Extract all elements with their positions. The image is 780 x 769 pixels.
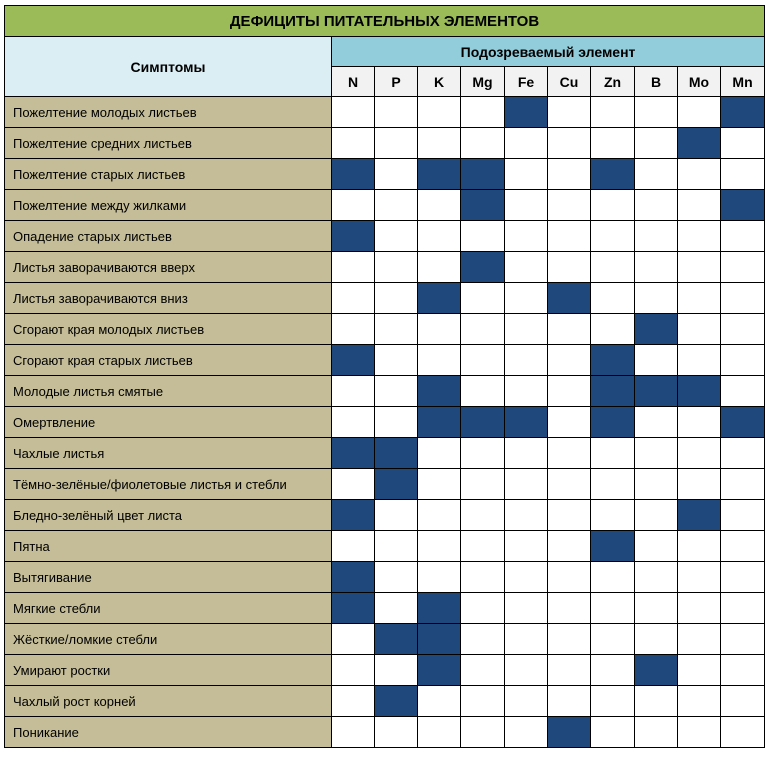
empty-cell-fe [505,252,548,283]
symptom-label: Умирают ростки [5,655,332,686]
element-header-b: B [635,67,678,97]
empty-cell-zn [591,500,635,531]
empty-cell-b [635,686,678,717]
empty-cell-fe [505,438,548,469]
empty-cell-mo [678,624,721,655]
table-row [5,252,765,283]
empty-cell-zn [591,717,635,748]
marked-cell-n [332,159,375,190]
table-row [5,345,765,376]
empty-cell-k [418,686,461,717]
empty-cell-b [635,717,678,748]
table-row [5,190,765,221]
empty-cell-zn [591,593,635,624]
empty-cell-cu [548,252,591,283]
marked-cell-mn [721,97,765,128]
marked-cell-zn [591,376,635,407]
empty-cell-mo [678,593,721,624]
empty-cell-cu [548,345,591,376]
symptom-label: Мягкие стебли [5,593,332,624]
empty-cell-b [635,252,678,283]
empty-cell-zn [591,252,635,283]
empty-cell-mn [721,159,765,190]
empty-cell-fe [505,593,548,624]
symptom-label: Пятна [5,531,332,562]
table-row [5,407,765,438]
empty-cell-cu [548,376,591,407]
empty-cell-zn [591,190,635,221]
empty-cell-cu [548,97,591,128]
empty-cell-mo [678,221,721,252]
element-header-k: K [418,67,461,97]
empty-cell-k [418,252,461,283]
empty-cell-n [332,128,375,159]
empty-cell-p [375,407,418,438]
empty-cell-p [375,190,418,221]
table-row [5,624,765,655]
empty-cell-fe [505,190,548,221]
empty-cell-mo [678,407,721,438]
empty-cell-p [375,314,418,345]
empty-cell-cu [548,221,591,252]
empty-cell-mo [678,314,721,345]
empty-cell-mg [461,128,505,159]
empty-cell-p [375,717,418,748]
symptom-label: Чахлые листья [5,438,332,469]
marked-cell-b [635,376,678,407]
empty-cell-fe [505,717,548,748]
symptom-label: Бледно-зелёный цвет листа [5,500,332,531]
symptom-label: Пожелтение между жилками [5,190,332,221]
empty-cell-mn [721,717,765,748]
empty-cell-cu [548,531,591,562]
table-row [5,314,765,345]
empty-cell-cu [548,655,591,686]
marked-cell-p [375,438,418,469]
symptom-label: Вытягивание [5,562,332,593]
empty-cell-mg [461,624,505,655]
empty-cell-n [332,624,375,655]
empty-cell-zn [591,438,635,469]
empty-cell-n [332,717,375,748]
table-row [5,655,765,686]
marked-cell-mo [678,500,721,531]
marked-cell-zn [591,159,635,190]
table-row [5,283,765,314]
empty-cell-mo [678,686,721,717]
marked-cell-mg [461,190,505,221]
marked-cell-k [418,624,461,655]
empty-cell-k [418,128,461,159]
table-row [5,593,765,624]
element-header-mg: Mg [461,67,505,97]
element-header-zn: Zn [591,67,635,97]
empty-cell-k [418,221,461,252]
marked-cell-zn [591,345,635,376]
marked-cell-mo [678,128,721,159]
empty-cell-zn [591,97,635,128]
empty-cell-b [635,438,678,469]
empty-cell-mo [678,438,721,469]
suspected-element-header: Подозреваемый элемент [332,37,765,67]
marked-cell-b [635,655,678,686]
empty-cell-b [635,407,678,438]
empty-cell-zn [591,314,635,345]
empty-cell-mn [721,438,765,469]
empty-cell-fe [505,376,548,407]
table-body [5,97,765,748]
table-row [5,438,765,469]
table-row [5,531,765,562]
marked-cell-zn [591,407,635,438]
symptom-label: Опадение старых листьев [5,221,332,252]
table-row [5,376,765,407]
marked-cell-mn [721,407,765,438]
empty-cell-mo [678,562,721,593]
marked-cell-p [375,624,418,655]
empty-cell-fe [505,562,548,593]
symptom-label: Молодые листья смятые [5,376,332,407]
table-row [5,686,765,717]
empty-cell-k [418,190,461,221]
marked-cell-k [418,407,461,438]
empty-cell-cu [548,190,591,221]
empty-cell-mo [678,469,721,500]
empty-cell-mg [461,345,505,376]
marked-cell-k [418,655,461,686]
table-row [5,562,765,593]
symptom-label: Пожелтение молодых листьев [5,97,332,128]
table-row [5,500,765,531]
element-header-p: P [375,67,418,97]
marked-cell-k [418,376,461,407]
marked-cell-k [418,159,461,190]
empty-cell-fe [505,128,548,159]
empty-cell-mg [461,469,505,500]
empty-cell-n [332,283,375,314]
marked-cell-n [332,593,375,624]
symptom-label: Сгорают края молодых листьев [5,314,332,345]
marked-cell-mg [461,407,505,438]
symptom-label: Поникание [5,717,332,748]
empty-cell-b [635,624,678,655]
empty-cell-p [375,159,418,190]
empty-cell-mo [678,97,721,128]
table-row [5,128,765,159]
empty-cell-p [375,562,418,593]
empty-cell-b [635,283,678,314]
marked-cell-cu [548,717,591,748]
empty-cell-mg [461,686,505,717]
empty-cell-mg [461,717,505,748]
empty-cell-mn [721,686,765,717]
empty-cell-mg [461,97,505,128]
empty-cell-p [375,376,418,407]
empty-cell-fe [505,469,548,500]
table-row [5,97,765,128]
empty-cell-p [375,531,418,562]
empty-cell-zn [591,624,635,655]
empty-cell-b [635,562,678,593]
empty-cell-k [418,500,461,531]
empty-cell-n [332,252,375,283]
symptom-label: Чахлый рост корней [5,686,332,717]
marked-cell-cu [548,283,591,314]
empty-cell-mg [461,500,505,531]
marked-cell-n [332,345,375,376]
element-header-fe: Fe [505,67,548,97]
empty-cell-fe [505,221,548,252]
symptom-label: Пожелтение средних листьев [5,128,332,159]
empty-cell-mo [678,190,721,221]
empty-cell-mo [678,345,721,376]
empty-cell-mg [461,376,505,407]
empty-cell-mn [721,469,765,500]
marked-cell-p [375,686,418,717]
empty-cell-cu [548,624,591,655]
empty-cell-p [375,655,418,686]
empty-cell-mo [678,717,721,748]
empty-cell-mn [721,376,765,407]
empty-cell-mn [721,531,765,562]
empty-cell-b [635,190,678,221]
empty-cell-p [375,593,418,624]
empty-cell-mn [721,128,765,159]
empty-cell-n [332,686,375,717]
empty-cell-fe [505,314,548,345]
empty-cell-mo [678,655,721,686]
empty-cell-mo [678,283,721,314]
empty-cell-n [332,314,375,345]
table-row [5,221,765,252]
empty-cell-mg [461,593,505,624]
empty-cell-fe [505,283,548,314]
empty-cell-b [635,500,678,531]
empty-cell-fe [505,159,548,190]
empty-cell-fe [505,686,548,717]
empty-cell-cu [548,593,591,624]
element-header-mn: Mn [721,67,765,97]
empty-cell-mo [678,159,721,190]
symptom-label: Пожелтение старых листьев [5,159,332,190]
marked-cell-n [332,221,375,252]
empty-cell-mo [678,531,721,562]
empty-cell-mg [461,221,505,252]
empty-cell-p [375,221,418,252]
empty-cell-p [375,128,418,159]
empty-cell-mn [721,500,765,531]
empty-cell-zn [591,562,635,593]
table-row [5,717,765,748]
marked-cell-n [332,438,375,469]
empty-cell-n [332,469,375,500]
empty-cell-n [332,407,375,438]
marked-cell-p [375,469,418,500]
empty-cell-n [332,190,375,221]
empty-cell-cu [548,128,591,159]
empty-cell-p [375,500,418,531]
empty-cell-k [418,438,461,469]
empty-cell-b [635,345,678,376]
empty-cell-k [418,97,461,128]
empty-cell-b [635,469,678,500]
empty-cell-n [332,655,375,686]
empty-cell-k [418,345,461,376]
marked-cell-mg [461,159,505,190]
empty-cell-mn [721,655,765,686]
empty-cell-b [635,159,678,190]
marked-cell-mo [678,376,721,407]
empty-cell-cu [548,314,591,345]
empty-cell-zn [591,221,635,252]
element-header-mo: Mo [678,67,721,97]
empty-cell-cu [548,686,591,717]
empty-cell-k [418,531,461,562]
empty-cell-mn [721,562,765,593]
empty-cell-mn [721,314,765,345]
empty-cell-mn [721,593,765,624]
symptoms-header: Симптомы [5,37,332,97]
deficiency-table [4,5,765,748]
empty-cell-n [332,376,375,407]
empty-cell-b [635,97,678,128]
empty-cell-fe [505,345,548,376]
empty-cell-fe [505,655,548,686]
empty-cell-zn [591,469,635,500]
empty-cell-fe [505,531,548,562]
empty-cell-zn [591,655,635,686]
empty-cell-mg [461,438,505,469]
empty-cell-k [418,562,461,593]
empty-cell-mg [461,562,505,593]
empty-cell-zn [591,283,635,314]
table-row [5,159,765,190]
marked-cell-k [418,593,461,624]
empty-cell-n [332,97,375,128]
empty-cell-p [375,252,418,283]
empty-cell-cu [548,407,591,438]
table-row [5,469,765,500]
empty-cell-n [332,531,375,562]
empty-cell-mn [721,283,765,314]
empty-cell-mg [461,283,505,314]
empty-cell-b [635,593,678,624]
table-title: ДЕФИЦИТЫ ПИТАТЕЛЬНЫХ ЭЛЕМЕНТОВ [5,6,765,37]
empty-cell-fe [505,624,548,655]
empty-cell-p [375,97,418,128]
empty-cell-zn [591,128,635,159]
empty-cell-b [635,531,678,562]
empty-cell-mg [461,655,505,686]
empty-cell-b [635,128,678,159]
empty-cell-p [375,283,418,314]
empty-cell-k [418,717,461,748]
marked-cell-zn [591,531,635,562]
symptom-label: Листья заворачиваются вверх [5,252,332,283]
empty-cell-mn [721,252,765,283]
marked-cell-mg [461,252,505,283]
marked-cell-mn [721,190,765,221]
empty-cell-k [418,314,461,345]
marked-cell-fe [505,97,548,128]
empty-cell-cu [548,438,591,469]
symptom-label: Омертвление [5,407,332,438]
empty-cell-mn [721,624,765,655]
marked-cell-fe [505,407,548,438]
marked-cell-b [635,314,678,345]
empty-cell-mn [721,221,765,252]
empty-cell-mg [461,314,505,345]
empty-cell-zn [591,686,635,717]
marked-cell-n [332,562,375,593]
empty-cell-fe [505,500,548,531]
empty-cell-k [418,469,461,500]
empty-cell-p [375,345,418,376]
empty-cell-mn [721,345,765,376]
symptom-label: Листья заворачиваются вниз [5,283,332,314]
symptom-label: Тёмно-зелёные/фиолетовые листья и стебли [5,469,332,500]
element-header-cu: Cu [548,67,591,97]
symptom-label: Сгорают края старых листьев [5,345,332,376]
empty-cell-b [635,221,678,252]
empty-cell-mo [678,252,721,283]
empty-cell-cu [548,500,591,531]
empty-cell-cu [548,562,591,593]
empty-cell-cu [548,469,591,500]
marked-cell-n [332,500,375,531]
empty-cell-cu [548,159,591,190]
element-header-n: N [332,67,375,97]
symptom-label: Жёсткие/ломкие стебли [5,624,332,655]
empty-cell-mg [461,531,505,562]
marked-cell-k [418,283,461,314]
